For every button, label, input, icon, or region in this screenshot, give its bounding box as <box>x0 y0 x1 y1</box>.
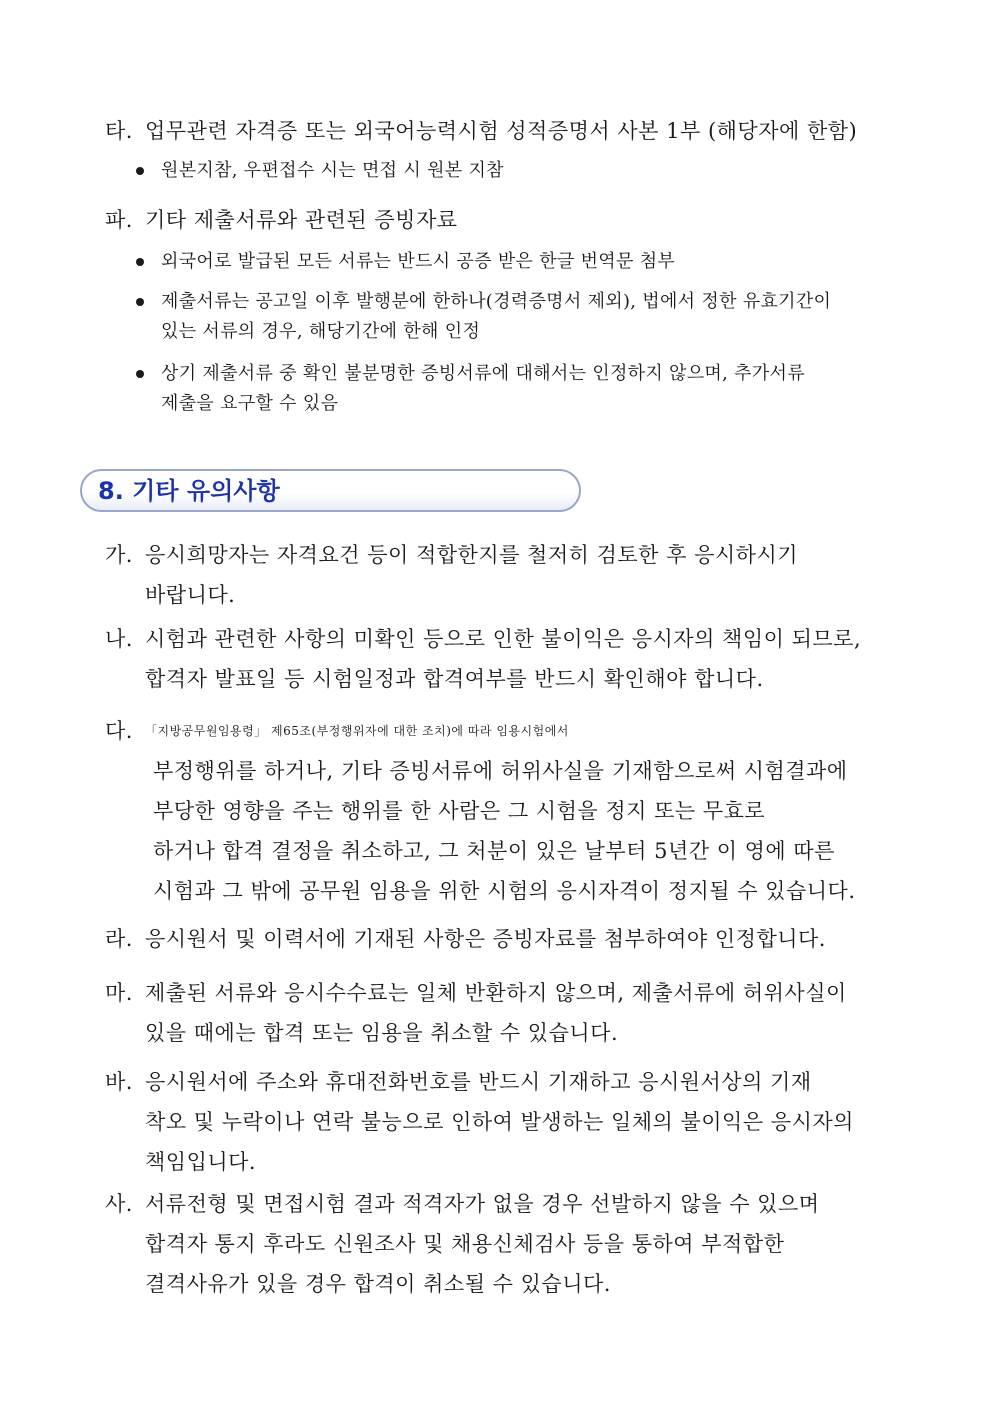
item-line: 시험과 그 밖에 공무원 임용을 위한 시험의 응시자격이 정지될 수 있습니다. <box>153 879 856 903</box>
bullet-line: 원본지참, 우편접수 시는 면접 시 원본 지참 <box>161 160 504 181</box>
item-line: 응시희망자는 자격요건 등이 적합한지를 철저히 검토한 후 응시하시기 <box>145 543 799 567</box>
bullet-item <box>136 156 916 186</box>
item-text <box>105 711 915 911</box>
item-marker: 사. <box>105 1192 133 1216</box>
item-marker: 바. <box>105 1070 133 1094</box>
list-item-pa <box>105 200 915 240</box>
bullet-line: 있는 서류의 경우, 해당기간에 한해 인정 <box>161 321 481 342</box>
item-text <box>105 1062 915 1182</box>
list-item-da <box>105 711 915 911</box>
bullet-item <box>136 287 916 347</box>
section-title: 8. 기타 유의사항 <box>98 477 280 505</box>
bullet-dot-icon <box>136 370 144 378</box>
item-text <box>105 200 915 240</box>
item-line: 결격사유가 있을 경우 합격이 취소될 수 있습니다. <box>145 1272 611 1296</box>
list-item-ra <box>105 919 915 959</box>
item-line: 응시원서 및 이력서에 기재된 사항은 증빙자료를 첨부하여야 인정합니다. <box>145 927 826 951</box>
item-marker: 마. <box>105 981 133 1005</box>
list-item-sa <box>105 1184 915 1304</box>
bullet-line: 상기 제출서류 중 확인 불분명한 증빙서류에 대해서는 인정하지 않으며, 추가서류 <box>161 363 805 384</box>
list-item-ma <box>105 973 915 1053</box>
item-line: 서류전형 및 면접시험 결과 적격자가 없을 경우 선발하지 않을 수 있으며 <box>145 1192 820 1216</box>
bullet-line: 제출을 요구할 수 있음 <box>161 393 339 414</box>
item-marker: 라. <box>105 927 133 951</box>
list-item-na <box>105 619 915 699</box>
bullet-item <box>136 359 916 419</box>
item-text <box>105 1184 915 1304</box>
item-line: 바랍니다. <box>145 583 236 607</box>
item-marker: 다. <box>105 719 133 743</box>
list-item-ga <box>105 535 915 615</box>
section-header <box>80 469 581 512</box>
item-marker: 나. <box>105 627 133 651</box>
bullet-dot-icon <box>136 258 144 266</box>
bullet-line: 제출서류는 공고일 이후 발행분에 한하나(경력증명서 제외), 법에서 정한 유효기간이 <box>161 291 832 312</box>
item-marker: 파. <box>105 208 133 232</box>
item-line: 합격자 통지 후라도 신원조사 및 채용신체검사 등을 통하여 부적합한 <box>145 1232 785 1256</box>
bullet-dot-icon <box>136 298 144 306</box>
item-text <box>105 111 915 151</box>
item-line: 업무관련 자격증 또는 외국어능력시험 성적증명서 사본 1부 (해당자에 한함) <box>145 119 858 143</box>
item-line: 기타 제출서류와 관련된 증빙자료 <box>145 208 458 232</box>
item-text <box>105 973 915 1053</box>
list-item-ta <box>105 111 915 151</box>
item-marker: 가. <box>105 543 133 567</box>
item-line: 책임입니다. <box>145 1150 257 1174</box>
item-line: 제출된 서류와 응시수수료는 일체 반환하지 않으며, 제출서류에 허위사실이 <box>145 981 847 1005</box>
item-line: 부당한 영향을 주는 행위를 한 사람은 그 시험을 정지 또는 무효로 <box>153 799 766 823</box>
item-line: 「지방공무원임용령」 제65조(부정행위자에 대한 조치)에 따라 임용시험에서 <box>145 724 569 738</box>
item-marker: 타. <box>105 119 133 143</box>
item-line: 시험과 관련한 사항의 미확인 등으로 인한 불이익은 응시자의 책임이 되므로, <box>145 627 862 651</box>
item-line: 부정행위를 하거나, 기타 증빙서류에 허위사실을 기재함으로써 시험결과에 <box>153 759 848 783</box>
item-line: 있을 때에는 합격 또는 임용을 취소할 수 있습니다. <box>145 1021 619 1045</box>
item-line: 착오 및 누락이나 연락 불능으로 인하여 발생하는 일체의 불이익은 응시자의 <box>145 1110 854 1134</box>
item-line: 하거나 합격 결정을 취소하고, 그 처분이 있은 날부터 5년간 이 영에 따른 <box>153 839 835 863</box>
item-text <box>105 619 915 699</box>
bullet-line: 외국어로 발급된 모든 서류는 반드시 공증 받은 한글 번역문 첨부 <box>161 251 676 272</box>
list-item-ba <box>105 1062 915 1182</box>
item-line: 응시원서에 주소와 휴대전화번호를 반드시 기재하고 응시원서상의 기재 <box>145 1070 812 1094</box>
item-text <box>105 535 915 615</box>
bullet-dot-icon <box>136 167 144 175</box>
item-text <box>105 919 915 959</box>
bullet-item <box>136 247 916 277</box>
item-line: 합격자 발표일 등 시험일정과 합격여부를 반드시 확인해야 합니다. <box>145 667 764 691</box>
